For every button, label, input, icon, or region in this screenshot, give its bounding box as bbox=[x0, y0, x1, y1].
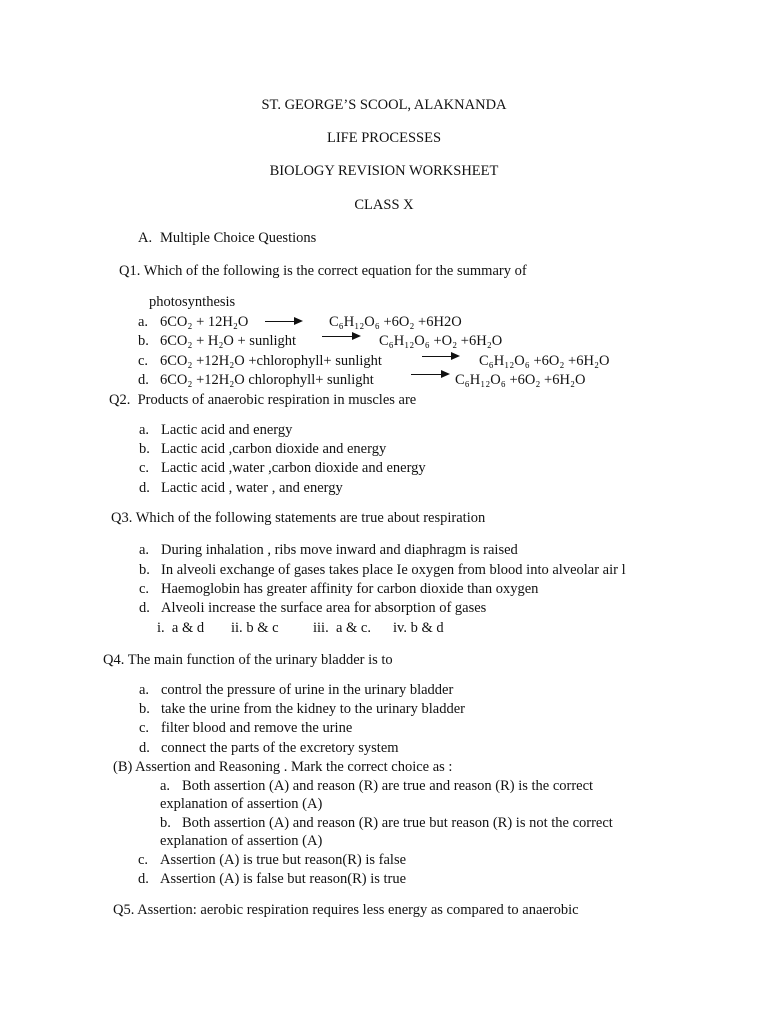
option-text: control the pressure of urine in the urinary bladder bbox=[161, 682, 454, 698]
option-label: a. bbox=[139, 422, 150, 438]
section-b-option-d bbox=[138, 872, 406, 887]
q2-question bbox=[109, 393, 416, 408]
q4-option-c bbox=[139, 721, 352, 736]
option-label: c. bbox=[138, 852, 149, 868]
option-text: connect the parts of the excretory system bbox=[161, 740, 399, 756]
choice-label: ii. bbox=[231, 620, 243, 636]
q4-number: Q4. bbox=[103, 652, 125, 668]
q1-option-b bbox=[138, 334, 296, 349]
option-text: Both assertion (A) and reason (R) are true but reason (R) is not the correct bbox=[182, 815, 613, 831]
option-text: During inhalation , ribs move inward and diaphragm is raised bbox=[161, 542, 518, 558]
worksheet-title: BIOLOGY REVISION WORKSHEET bbox=[269, 163, 499, 179]
option-text: Lactic acid ,carbon dioxide and energy bbox=[161, 441, 387, 457]
q3-choice-iii bbox=[313, 621, 371, 636]
option-label: d. bbox=[138, 372, 149, 388]
option-label: a. bbox=[138, 314, 149, 330]
q2-option-d bbox=[139, 481, 343, 496]
equation-rhs: C₆H₁₂O₆ +6O₂ +6H₂O bbox=[455, 372, 586, 388]
option-label: c. bbox=[139, 720, 150, 736]
option-label: d. bbox=[139, 480, 150, 496]
q4-option-b bbox=[139, 702, 465, 717]
q1-option-d bbox=[138, 373, 374, 388]
q1-question bbox=[119, 264, 527, 279]
option-text: Assertion (A) is false but reason(R) is true bbox=[160, 871, 407, 887]
choice-text: a & d bbox=[171, 620, 205, 636]
option-label: d. bbox=[139, 600, 150, 616]
option-label: d. bbox=[139, 740, 150, 756]
q3-option-d bbox=[139, 601, 486, 616]
option-label: a. bbox=[139, 542, 150, 558]
choice-label: iv. bbox=[393, 620, 407, 636]
equation-rhs: C₆H₁₂O₆ +O₂ +6H₂O bbox=[379, 333, 503, 349]
section-a-label: A. bbox=[138, 230, 153, 246]
section-b-title: Assertion and Reasoning . Mark the correct choice as : bbox=[135, 759, 453, 775]
q1-text-cont: photosynthesis bbox=[149, 294, 236, 310]
q5-text: Assertion: aerobic respiration requires less energy as compared to anaerobic bbox=[137, 902, 579, 918]
q3-option-a bbox=[139, 543, 518, 558]
option-label: b. bbox=[139, 701, 150, 717]
q3-choice-i bbox=[157, 621, 204, 636]
option-text: Lactic acid ,water ,carbon dioxide and energy bbox=[161, 460, 426, 476]
option-text: take the urine from the kidney to the urinary bladder bbox=[161, 701, 465, 717]
chapter-title: LIFE PROCESSES bbox=[326, 130, 442, 146]
q5-number: Q5. bbox=[113, 902, 135, 918]
option-text: Haemoglobin has greater affinity for carbon dioxide than oxygen bbox=[161, 581, 539, 597]
option-label: c. bbox=[138, 353, 149, 369]
q4-option-d bbox=[139, 741, 399, 756]
reaction-arrow-icon bbox=[322, 336, 359, 337]
option-text-cont: explanation of assertion (A) bbox=[160, 796, 323, 812]
option-text: Lactic acid and energy bbox=[161, 422, 293, 438]
equation-lhs: 6CO₂ +12H₂O +chlorophyll+ sunlight bbox=[160, 353, 382, 369]
q3-option-c bbox=[139, 582, 538, 597]
q2-number: Q2. bbox=[109, 392, 131, 408]
q1-option-a bbox=[138, 315, 248, 330]
q3-option-b bbox=[139, 563, 626, 578]
equation-lhs: 6CO₂ +12H₂O chlorophyll+ sunlight bbox=[160, 372, 374, 388]
option-label: b. bbox=[139, 562, 150, 578]
choice-text: b & d bbox=[410, 620, 444, 636]
q1-number: Q1. bbox=[119, 263, 141, 279]
q5-question bbox=[113, 903, 579, 918]
option-label: c. bbox=[139, 581, 150, 597]
reaction-arrow-icon bbox=[422, 356, 458, 357]
section-a-title: Multiple Choice Questions bbox=[160, 230, 317, 246]
equation-lhs: 6CO₂ + H₂O + sunlight bbox=[160, 333, 297, 349]
option-label: b. bbox=[160, 815, 171, 831]
choice-label: i. bbox=[157, 620, 165, 636]
choice-text: b & c bbox=[246, 620, 279, 636]
option-text: Alveoli increase the surface area for absorption of gases bbox=[161, 600, 487, 616]
q3-text: Which of the following statements are true about respiration bbox=[135, 510, 486, 526]
section-a-heading bbox=[138, 231, 316, 246]
q3-choice-iv bbox=[393, 621, 444, 636]
q2-option-c bbox=[139, 461, 426, 476]
section-b-option-a bbox=[160, 779, 593, 794]
q1-option-c bbox=[138, 354, 382, 369]
section-b-heading bbox=[113, 760, 452, 775]
class-label: CLASS X bbox=[354, 197, 414, 213]
equation-lhs: 6CO₂ + 12H₂O bbox=[160, 314, 249, 330]
reaction-arrow-icon bbox=[265, 321, 301, 322]
q2-text: Products of anaerobic respiration in muscles are bbox=[137, 392, 417, 408]
option-label: b. bbox=[139, 441, 150, 457]
equation-rhs: C₆H₁₂O₆ +6O₂ +6H2O bbox=[329, 314, 462, 330]
reaction-arrow-icon bbox=[411, 374, 448, 375]
option-text: Both assertion (A) and reason (R) are true and reason (R) is the correct bbox=[182, 778, 594, 794]
section-b-option-c bbox=[138, 853, 406, 868]
q3-choice-ii bbox=[231, 621, 279, 636]
school-name: ST. GEORGE’S SCOOL, ALAKNANDA bbox=[261, 97, 507, 113]
option-text: Lactic acid , water , and energy bbox=[161, 480, 343, 496]
q4-text: The main function of the urinary bladder is to bbox=[127, 652, 393, 668]
q3-number: Q3. bbox=[111, 510, 133, 526]
option-label: d. bbox=[138, 871, 149, 887]
q1-text: Which of the following is the correct equation for the summary of bbox=[143, 263, 527, 279]
option-label: a. bbox=[160, 778, 171, 794]
option-text: In alveoli exchange of gases takes place Ie oxygen from blood into alveolar air l bbox=[161, 562, 626, 578]
option-label: a. bbox=[139, 682, 150, 698]
q4-option-a bbox=[139, 683, 453, 698]
option-label: c. bbox=[139, 460, 150, 476]
section-b-option-b bbox=[160, 816, 613, 831]
q2-option-a bbox=[139, 423, 292, 438]
option-text: Assertion (A) is true but reason(R) is false bbox=[160, 852, 407, 868]
option-text: filter blood and remove the urine bbox=[161, 720, 353, 736]
choice-label: iii. bbox=[313, 620, 329, 636]
q2-option-b bbox=[139, 442, 386, 457]
equation-rhs: C₆H₁₂O₆ +6O₂ +6H₂O bbox=[479, 353, 610, 369]
option-text-cont: explanation of assertion (A) bbox=[160, 833, 323, 849]
q4-question bbox=[103, 653, 393, 668]
section-b-label: (B) bbox=[113, 759, 133, 775]
option-label: b. bbox=[138, 333, 149, 349]
q3-question bbox=[111, 511, 485, 526]
choice-text: a & c. bbox=[335, 620, 371, 636]
